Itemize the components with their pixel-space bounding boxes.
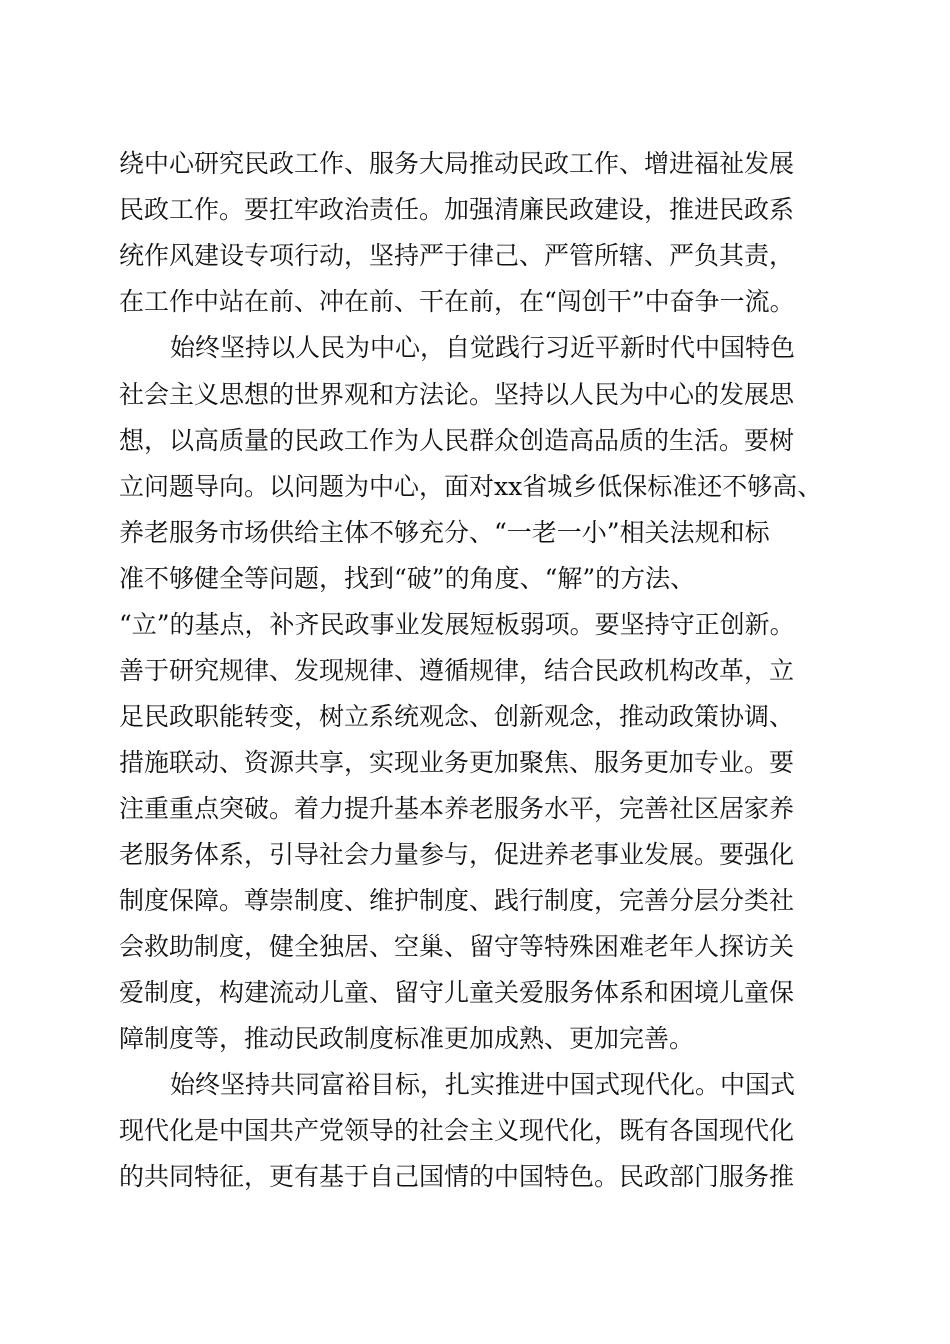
text-line: 准不够健全等问题，找到“破”的角度、“解”的方法、 [119,564,696,593]
paragraph-first-line: 始终坚持以人民为中心，自觉践行习近平新时代中国特色 [170,333,796,362]
text-line: 养老服务市场供给主体不够充分、“一老一小”相关法规和标 [119,518,770,547]
text-line: 善于研究规律、发现规律、遵循规律，结合民政机构改革，立 [119,656,795,685]
text-line: 绕中心研究民政工作、服务大局推动民政工作、增进福祉发展 [119,149,795,178]
text-line: 社会主义思想的世界观和方法论。坚持以人民为中心的发展思 [119,380,795,409]
text-line: 的共同特征，更有基于自己国情的中国特色。民政部门服务推 [119,1162,795,1191]
text-line: 会救助制度，健全独居、空巢、留守等特殊困难老年人探访关 [119,932,795,961]
text-line: 民政工作。要扛牢政治责任。加强清廉民政建设，推进民政系 [119,195,795,224]
text-line: 障制度等，推动民政制度标准更加成熟、更加完善。 [119,1024,695,1053]
text-line: 立问题导向。以问题为中心，面对xx省城乡低保标准还不够高、 [119,472,823,501]
text-line: 想，以高质量的民政工作为人民群众创造高品质的生活。要树 [119,426,795,455]
text-line: 措施联动、资源共享，实现业务更加聚焦、服务更加专业。要 [119,748,795,777]
text-line: 老服务体系，引导社会力量参与，促进养老事业发展。要强化 [119,840,795,869]
paragraph-first-line: 始终坚持共同富裕目标，扎实推进中国式现代化。中国式 [170,1070,796,1099]
text-line: 足民政职能转变，树立系统观念、创新观念，推动政策协调、 [119,702,795,731]
text-line: 在工作中站在前、冲在前、干在前，在“闯创干”中奋争一流。 [119,287,795,316]
text-line: 现代化是中国共产党领导的社会主义现代化，既有各国现代化 [119,1116,795,1145]
text-line: “立”的基点，补齐民政事业发展短板弱项。要坚持守正创新。 [119,610,795,639]
text-line: 制度保障。尊崇制度、维护制度、践行制度，完善分层分类社 [119,886,795,915]
text-line: 注重重点突破。着力提升基本养老服务水平，完善社区居家养 [119,794,795,823]
text-line: 爱制度，构建流动儿童、留守儿童关爱服务体系和困境儿童保 [119,978,795,1007]
text-line: 统作风建设专项行动，坚持严于律己、严管所辖、严负其责， [119,241,795,270]
